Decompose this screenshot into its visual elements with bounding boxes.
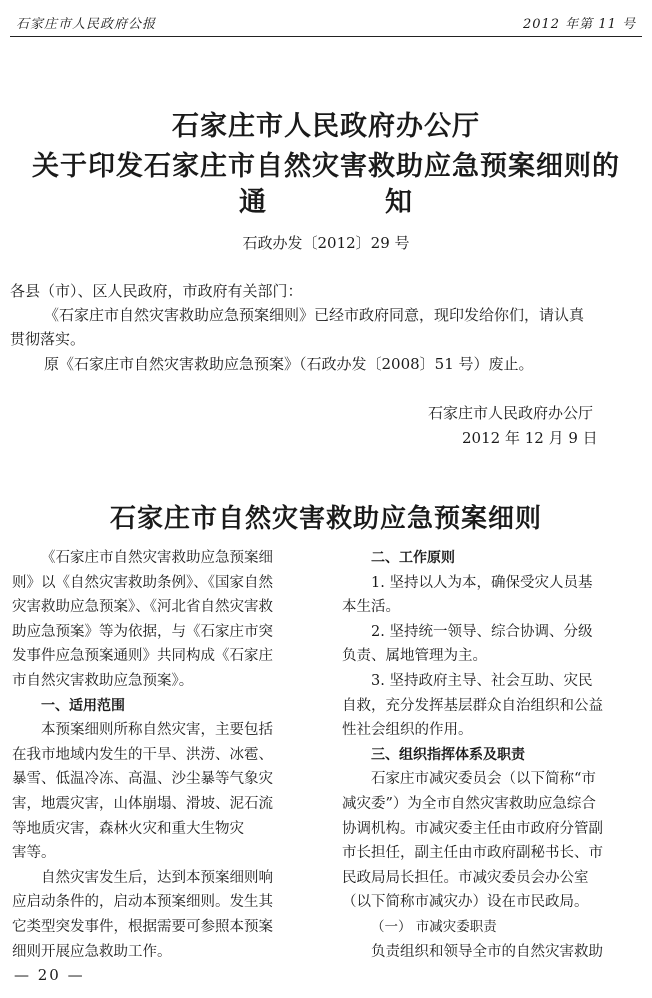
text-line: 本预案细则所称自然灾害，主要包括 [41,722,273,739]
text-line: 暴雪、低温冷冻、高温、沙尘暴等气象灾 [12,771,273,788]
text-line: 2. 坚持统一领导、综合协调、分级 [371,623,593,640]
text-line: 负责组织和领导全市的自然灾害救助 [371,943,603,960]
text-line: 自救，充分发挥基层群众自治组织和公益 [342,697,603,714]
text-line: 本生活。 [342,599,400,616]
notice-title-line3 [0,180,652,219]
left-column [12,546,310,964]
text-line: 1. 坚持以人为本，确保受灾人员基 [371,574,593,591]
section-heading: 三、组织指挥体系及职责 [371,746,525,763]
document-title: 石家庄市自然灾害救助应急预案细则 [109,504,542,534]
notice-title-word-a: 通 [239,187,267,218]
notice-paragraph-1-line-2: 贯彻落实。 [10,330,86,348]
text-line: 石家庄市减灾委员会（以下简称“市 [371,771,596,788]
page-header [10,6,642,37]
text-line: 应启动条件的，启动本预案细则。发生其 [12,894,273,911]
text-line: 《石家庄市自然灾害救助应急预案细 [41,550,273,566]
text-line: （以下简称市减灾办）设在市民政局。 [342,894,589,911]
text-line: 等地质灾害，森林火灾和重大生物灾 [12,820,244,837]
addressee: 各县（市）、区人民政府，市政府有关部门： [10,282,303,300]
right-column [342,546,640,964]
text-line: 性社会组织的作用。 [342,722,473,739]
text-line: 协调机构。市减灾委主任由市政府分管副 [342,820,603,837]
text-line: 市自然灾害救助应急预案》。 [12,672,194,689]
signature-organization: 石家庄市人民政府办公厅 [428,404,594,422]
notice-paragraph-2: 原《石家庄市自然灾害救助应急预案》（石政办发〔2008〕51 号）废止。 [44,355,534,373]
text-line: 自然灾害发生后，达到本预案细则响 [41,869,273,886]
page-number: — 20 — [14,966,85,984]
text-line: 在我市地域内发生的干旱、洪涝、冰雹、 [12,746,273,763]
notice-title-line1: 石家庄市人民政府办公厅 [172,111,480,142]
text-line: 市长担任，副主任由市政府副秘书长、市 [342,845,603,862]
text-line: 灾害救助应急预案》、《河北省自然灾害救 [12,599,273,616]
issue-number: 2012 年第 11 号 [522,17,636,32]
section-heading: 二、工作原则 [371,550,455,566]
signature-date: 2012 年 12 月 9 日 [462,429,598,447]
section-heading: 一、适用范围 [41,697,125,714]
text-line: 害等。 [12,845,56,862]
text-line: 民政局局长担任。市减灾委员会办公室 [342,869,589,886]
text-line: 则》以《自然灾害救助条例》、《国家自然 [12,574,273,591]
notice-title-word-b: 知 [385,187,413,218]
subsection-heading: （一） 市减灾委职责 [371,918,497,935]
text-line: 助应急预案》等为依据，与《石家庄市突 [12,623,273,640]
text-line: 减灾委”）为全市自然灾害救助应急综合 [342,795,596,812]
publication-name: 石家庄市人民政府公报 [16,17,157,32]
notice-paragraph-1-line-1: 《石家庄市自然灾害救助应急预案细则》已经市政府同意，现印发给你们，请认真 [44,306,585,324]
text-line: 负责、属地管理为主。 [342,648,487,665]
text-line: 害，地震灾害，山体崩塌、滑坡、泥石流 [12,795,273,812]
text-line: 发事件应急预案通则》共同构成《石家庄 [12,648,273,665]
text-line: 3. 坚持政府主导、社会互助、灾民 [371,672,593,689]
text-line: 细则开展应急救助工作。 [12,943,172,960]
notice-title-line2: 关于印发石家庄市自然灾害救助应急预案细则的 [32,151,620,182]
document-number: 石政办发〔2012〕29 号 [242,234,410,252]
text-line: 它类型突发事件，根据需要可参照本预案 [12,918,273,935]
